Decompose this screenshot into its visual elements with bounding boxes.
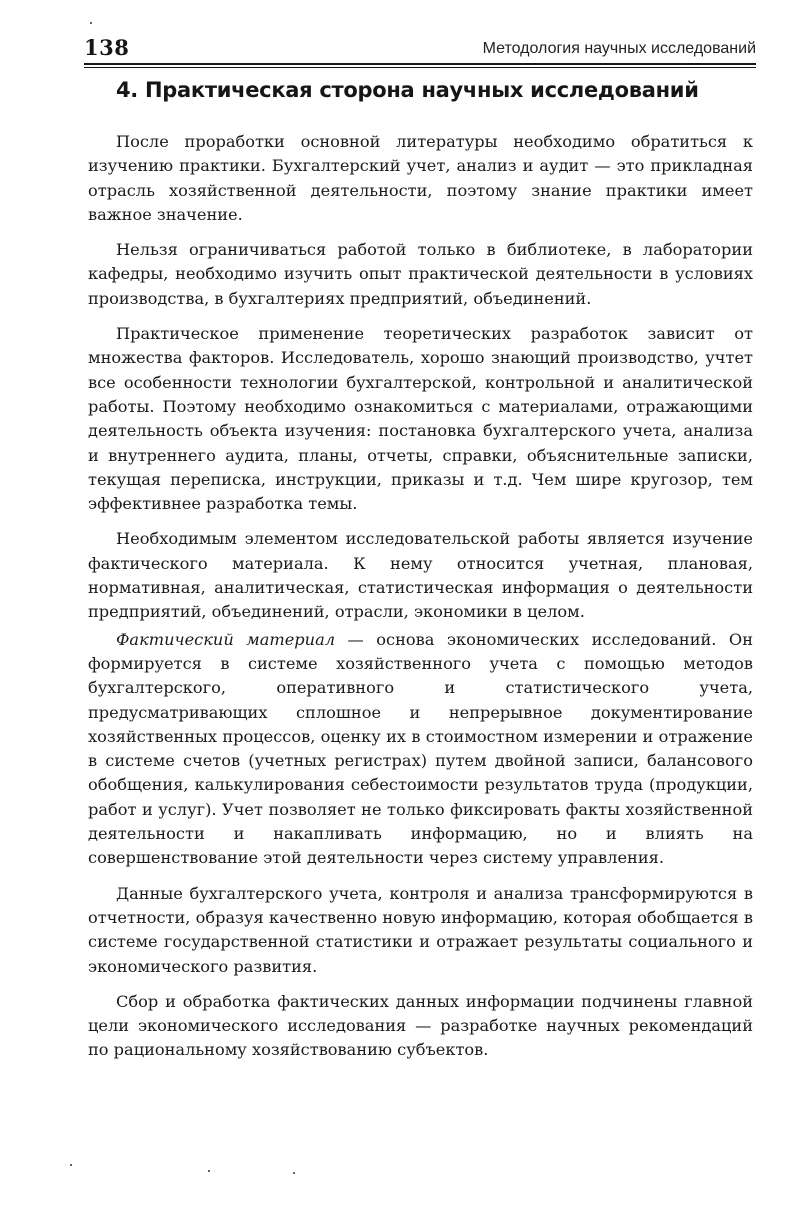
- paragraph-practical-application: Практическое применение теоретических разработок зависит от множества факторов. Исследователь, хорошо знающий производство, учтет все особенности технологии бухгалтерской, контрольной и аналитической работы. Поэтому необходимо ознакомиться с материалами, отражающими деятельность объекта изучения: постановка бухгалтерского учета, анализа и внутреннего аудита, планы, отчеты, справки, объяснительные записки, текущая переписка, инструкции, приказы и т.д. Чем шире кругозор, тем эффективнее разработка темы.: [88, 324, 753, 514]
- header-rule-thin: [84, 67, 756, 68]
- term-factual-material: Фактический материал: [116, 629, 336, 649]
- page-number: 138: [84, 35, 130, 60]
- scan-speck: [208, 1170, 210, 1172]
- term-paragraph-text: — основа экономических исследований. Он формируется в системе хозяйственного учета с помощью методов бухгалтерского, оперативного и статистического учета, предусматривающих сплошное и непрерывное документирование хозяйственных процессов, оценку их в стоимостном измерении и отражение в системе счетов (учетных регистрах) путем двойной записи, балансового обобщения, калькулирования себестоимости результатов труда (продукции, работ и услуг). Учет позволяет не только фиксировать факты хозяйственной деятельности и накапливать информацию, но и влиять на совершенствование этой деятельности через систему управления.: [88, 629, 753, 868]
- running-header: [84, 36, 756, 62]
- header-rule-thick: [84, 63, 756, 65]
- scan-speck: [293, 1172, 295, 1174]
- body-text: [88, 130, 753, 1074]
- paragraph-factual-material-study: Необходимым элементом исследовательской работы является изучение фактического материала. К нему относится учетная, плановая, нормативная, аналитическая, статистическая информация о деятельности предприятий, объединений, отрасли, экономики в целом.: [88, 529, 753, 622]
- scan-speck: [70, 1164, 72, 1166]
- running-title: Методология научных исследований: [482, 40, 756, 57]
- paragraph-data-collection: Сбор и обработка фактических данных информации подчинены главной цели экономического исследования — разработке научных рекомендаций по рациональному хозяйствованию субъектов.: [88, 991, 753, 1060]
- paragraph-factual-material-definition: [88, 628, 753, 871]
- paragraph-practice-intro: После проработки основной литературы необходимо обратиться к изучению практики. Бухгалтерский учет, анализ и аудит — это прикладная отрасль хозяйственной деятельности, поэтому знание практики имеет важное значение.: [88, 132, 753, 224]
- paragraph-accounting-data: Данные бухгалтерского учета, контроля и анализа трансформируются в отчетности, образуя качественно новую информацию, которая обобщается в системе государственной статистики и отражает результаты социального и экономического развития.: [88, 883, 753, 976]
- section-heading: 4. Практическая сторона научных исследований: [116, 78, 699, 102]
- scan-speck: [90, 22, 92, 24]
- paragraph-beyond-library: Нельзя ограничиваться работой только в библиотеке, в лаборатории кафедры, необходимо изучить опыт практической деятельности в условиях производства, в бухгалтериях предприятий, объединений.: [88, 240, 753, 308]
